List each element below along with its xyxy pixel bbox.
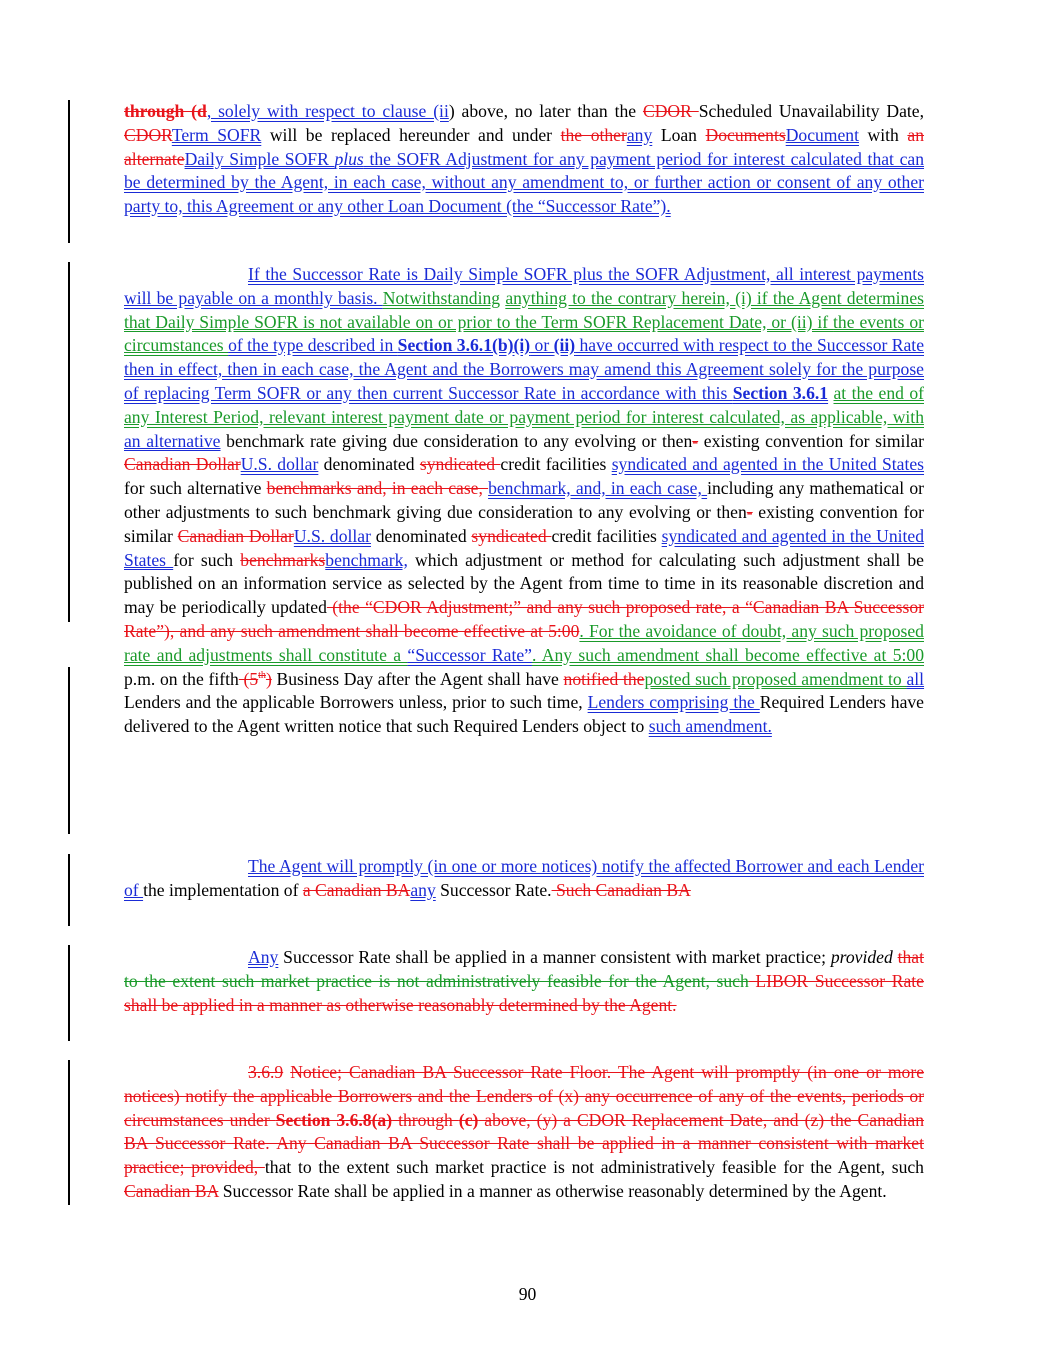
paragraph-section-3-6-9: 3.6.9 Notice; Canadian BA Successor Rate Floor. The Agent will promptly (in one or more notices) notify the applicable Borrowers and the Lenders of (x) any occurrence of any of the events, periods or circumstances under Section 3.6.8(a) through (c) above, (y) a CDOR Replacement Date, and (z) the Canadian BA Successor Rate. Any Canadian BA Successor Rate shall be applied in a manner consistent with market practice; provided, that to the extent such market practice is not administratively feasible for the Agent, such Canadian BA Successor Rate shall be applied in a manner as otherwise reasonably determined by the Agent. — [124, 1062, 924, 1201]
paragraph-notice-implementation: The Agent will promptly (in one or more notices) notify the affected Borrower and each Lender of the implementation of a Canadian BAany Successor Rate. Such Canadian BA — [124, 856, 924, 900]
change-bar — [68, 854, 70, 926]
change-bar — [68, 1060, 70, 1205]
page-number: 90 — [518, 1284, 537, 1304]
change-bar — [68, 100, 70, 243]
paragraph-market-practice: Any Successor Rate shall be applied in a manner consistent with market practice; provided that to the extent such market practice is not administratively feasible for the Agent, such LIBOR Successor Rate shall be applied in a manner as otherwise reasonably determined by the Agent. — [124, 947, 924, 1015]
change-bar — [68, 262, 70, 622]
paragraph-successor-rate-definition: through (d, solely with respect to clause (ii) above, no later than the CDOR Scheduled Unavailability Date, CDORTerm SOFR will be replaced hereunder and under the otherany Loan DocumentsDocument with an alternateDaily Simple SOFR plus the SOFR Adjustment for any payment period for interest calculated that can be determined by the Agent, in each case, without any amendment to, or further action or consent of any other party to, this Agreement or any other Loan Document (the “Successor Rate”). — [124, 101, 925, 217]
change-bar — [68, 667, 70, 834]
change-bar — [68, 945, 70, 1041]
paragraph-successor-rate-amendment: If the Successor Rate is Daily Simple SOFR plus the SOFR Adjustment, all interest payments will be payable on a monthly basis. Notwithstanding anything to the contrary herein, (i) if the Agent determines that Daily Simple SOFR is not available on or prior to the Term SOFR Replacement Date, or (ii) if the events or circumstances of the type described in Section 3.6.1(b)(i) or (ii) have occurred with respect to the Successor Rate then in effect, then in each case, the Agent and the Borrowers may amend this Agreement solely for the purpose of replacing Term SOFR or any then current Successor Rate in accordance with this Section 3.6.1 at the end of any Interest Period, relevant interest payment date or payment period for interest calculated, as applicable, with an alternative benchmark rate giving due consideration to any evolving or then- existing convention for similar Canadian DollarU.S. dollar denominated syndicated credit facilities syndicated and agented in the United States for such alternative benchmarks and, in each case, benchmark, and, in each case, including any mathematical or other adjustments to such benchmark giving due consideration to any evolving or then- existing convention for similar Canadian DollarU.S. dollar denominated syndicated credit facilities syndicated and agented in the United States for such benchmarksbenchmark, which adjustment or method for calculating such adjustment shall be published on an information service as selected by the Agent from time to time in its reasonable discretion and may be periodically updated (the “CDOR Adjustment;” and any such proposed rate, a “Canadian BA Successor Rate”), and any such amendment shall become effective at 5:00. For the avoidance of doubt, any such proposed rate and adjustments shall constitute a “Successor Rate”. Any such amendment shall become effective at 5:00 p.m. on the fifth (5th) Business Day after the Agent shall have notified theposted such proposed amendment to all Lenders and the applicable Borrowers unless, prior to such time, Lenders comprising the Required Lenders have delivered to the Agent written notice that such Required Lenders object to such amendment. — [124, 264, 925, 737]
